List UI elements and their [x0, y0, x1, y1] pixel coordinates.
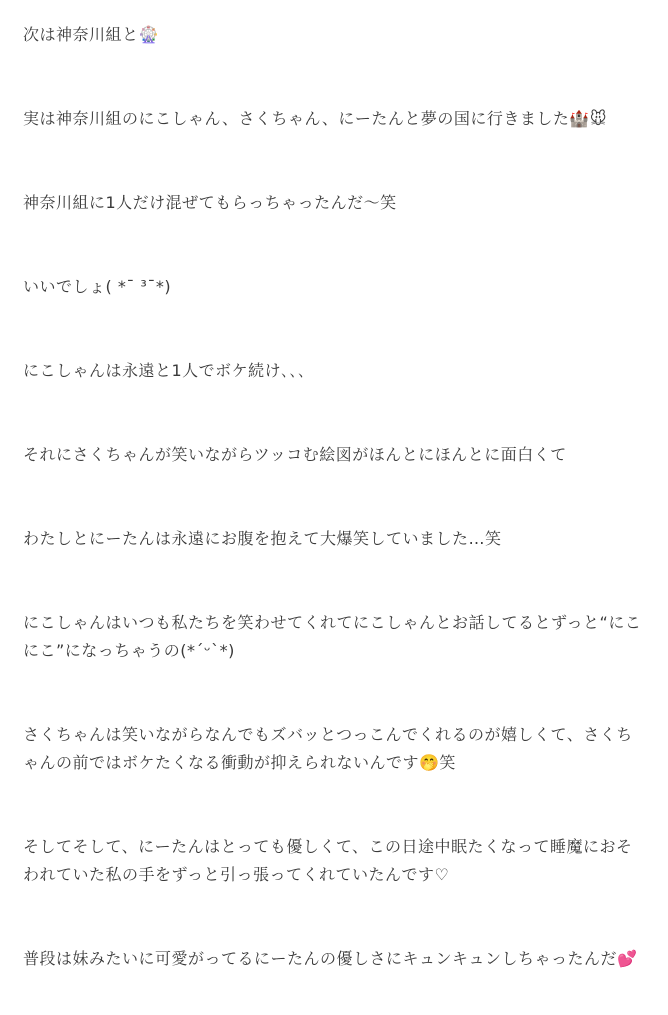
post-paragraph-2: 実は神奈川組のにこしゃん、さくちゃん、にーたんと夢の国に行きました🏰🐭 [23, 109, 608, 128]
post-paragraph-9: さくちゃんは笑いながらなんでもズバッとつっこんでくれるのが嬉しくて、さくちゃんの前ではボケたくなる衝動が抑えられないんです🤭笑 [23, 725, 633, 772]
post-paragraph-10: そしてそして、にーたんはとっても優しくて、この日途中眠たくなって睡魔におそわれていた私の手をずっと引っ張ってくれていたんです♡ [23, 837, 633, 884]
post-paragraph-6: それにさくちゃんが笑いながらツッコむ絵図がほんとにほんとに面白くて [23, 445, 567, 464]
post-paragraph-11: 普段は妹みたいに可愛がってるにーたんの優しさにキュンキュンしちゃったんだ💕 [23, 949, 638, 968]
post-paragraph-4: いいでしょ( *¯ ³¯*) [23, 277, 172, 296]
post-paragraph-8: にこしゃんはいつも私たちを笑わせてくれてにこしゃんとお話してるとずっと“にこにこ”になっちゃうの(*´ᵕ`*) [23, 613, 642, 660]
post-paragraph-7: わたしとにーたんは永遠にお腹を抱えて大爆笑していました…笑 [23, 529, 502, 548]
post-paragraph-5: にこしゃんは永遠と1人でボケ続け､､､ [23, 361, 307, 380]
post-paragraph-1: 次は神奈川組と🎡 [23, 25, 159, 44]
post-paragraph-3: 神奈川組に1人だけ混ぜてもらっちゃったんだ〜笑 [23, 193, 397, 212]
